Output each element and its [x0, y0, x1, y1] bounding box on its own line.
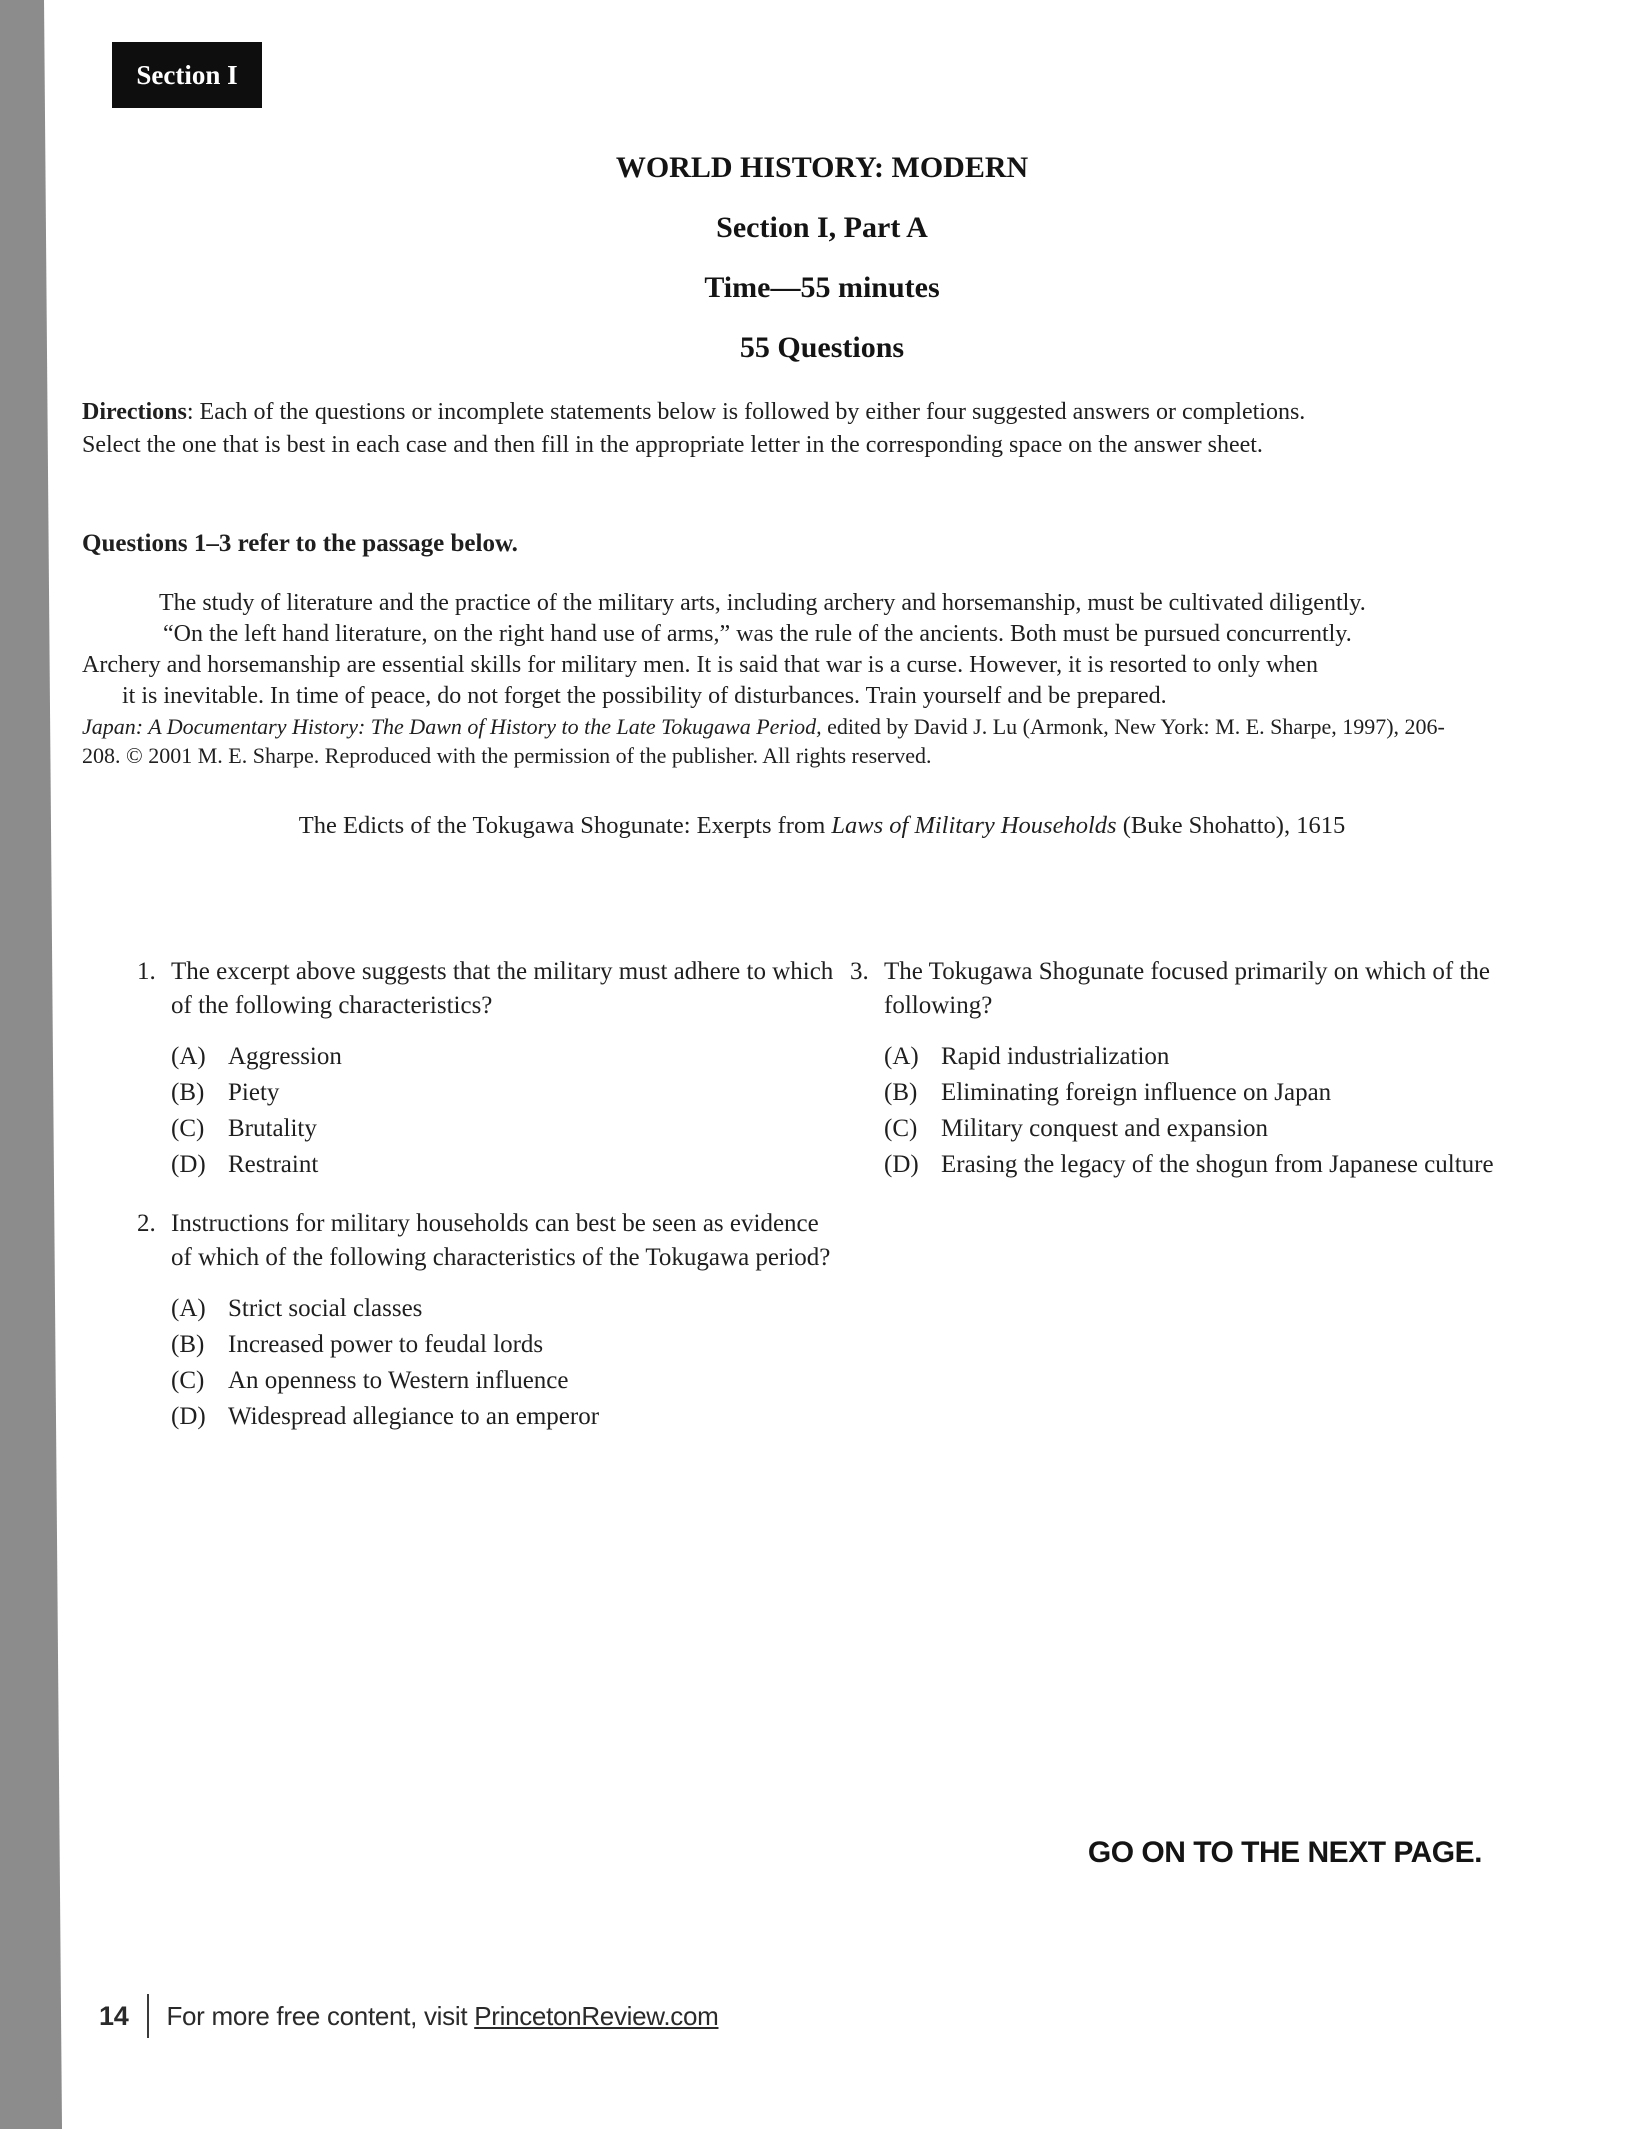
attribution-date: (Buke Shohatto), 1615: [1116, 812, 1346, 839]
section-subtitle: Section I, Part A: [716, 211, 928, 244]
option-text: Widespread allegiance to an emperor: [228, 1403, 600, 1430]
question-text: The Tokugawa Shogunate focused primarily on which of the following?: [884, 958, 1490, 1019]
passage-attribution: [82, 812, 1562, 840]
question-2: [82, 1207, 850, 1435]
question-count: 55 Questions: [739, 331, 905, 364]
answer-option-d: [171, 1399, 850, 1435]
exam-header: [82, 150, 1562, 390]
option-letter: (C): [171, 1115, 205, 1142]
option-letter: (C): [884, 1115, 918, 1142]
citation-line-2: 208. © 2001 M. E. Sharpe. Reproduced with the permission of the publisher. All rights reserved.: [82, 743, 932, 768]
option-text: Piety: [228, 1079, 280, 1106]
footer-link[interactable]: PrincetonReview.com: [474, 2000, 719, 2031]
question-1: [82, 955, 850, 1183]
footer-divider: [147, 1994, 149, 2038]
answer-option-c: [171, 1363, 850, 1399]
citation-line-1: [82, 712, 1612, 741]
answer-options: [171, 1291, 850, 1435]
option-letter: (D): [171, 1403, 206, 1430]
answer-options: [884, 1039, 1562, 1183]
answer-option-b: [171, 1075, 850, 1111]
citation-title: Japan: A Documentary History: The Dawn of History to the Late Tokugawa Period,: [82, 714, 822, 739]
passage: [82, 588, 1612, 712]
answer-option-d: [884, 1147, 1562, 1183]
option-letter: (A): [171, 1295, 206, 1322]
option-letter: (A): [171, 1043, 206, 1070]
time-limit: Time—55 minutes: [704, 271, 940, 304]
option-text: Military conquest and expansion: [941, 1115, 1269, 1142]
question-text: Instructions for military households can best be seen as evidence of which of the following characteristics of the Tokugawa period?: [171, 1210, 831, 1271]
option-letter: (D): [884, 1151, 919, 1178]
attribution-work-title: Laws of Military Households: [831, 812, 1117, 839]
question-text: The excerpt above suggests that the military must adhere to which of the following characteristics?: [171, 958, 834, 1019]
question-body: [171, 1207, 850, 1435]
question-3: [850, 955, 1562, 1183]
option-text: Increased power to feudal lords: [228, 1331, 544, 1358]
directions: [82, 396, 1562, 462]
source-citation: [82, 712, 1612, 770]
page-number: 14: [99, 2000, 129, 2031]
page-gutter-strip: [0, 0, 62, 2129]
directions-line-1: [82, 396, 1562, 429]
exam-title: WORLD HISTORY: MODERN: [615, 151, 1029, 184]
passage-line: Archery and horsemanship are essential skills for military men. It is said that war is a curse. However, it is resorted to only when: [82, 652, 1319, 678]
option-letter: (D): [171, 1151, 206, 1178]
option-text: Aggression: [228, 1043, 342, 1070]
question-number: 1.: [137, 958, 156, 985]
question-body: [884, 955, 1562, 1183]
answer-option-d: [171, 1147, 850, 1183]
option-text: Eliminating foreign influence on Japan: [941, 1079, 1332, 1106]
question-number: 3.: [850, 958, 869, 985]
attribution-text: The Edicts of the Tokugawa Shogunate: Exerpts from: [298, 812, 832, 839]
option-text: Erasing the legacy of the shogun from Japanese culture: [941, 1151, 1494, 1178]
directions-line-1-text: : Each of the questions or incomplete statements below is followed by either four suggested answers or completions.: [186, 399, 1306, 425]
directions-line-2: Select the one that is best in each case and then fill in the appropriate letter in the corresponding space on the answer sheet.: [82, 432, 1263, 458]
page-footer: [99, 1994, 718, 2038]
answer-option-a: [171, 1039, 850, 1075]
passage-heading: Questions 1–3 refer to the passage below.: [82, 530, 518, 557]
question-body: [171, 955, 850, 1183]
citation-line-1-text: edited by David J. Lu (Armonk, New York: M. E. Sharpe, 1997), 206-: [821, 714, 1445, 739]
questions-area: [82, 955, 1562, 1435]
answer-option-b: [884, 1075, 1562, 1111]
option-text: Rapid industrialization: [941, 1043, 1170, 1070]
answer-option-a: [171, 1291, 850, 1327]
option-letter: (B): [171, 1079, 205, 1106]
footer-text-prefix: For more free content, visit: [166, 2000, 475, 2031]
passage-line: “On the left hand literature, on the right hand use of arms,” was the rule of the ancients. Both must be pursued concurrently.: [163, 621, 1352, 647]
answer-option-b: [171, 1327, 850, 1363]
option-letter: (B): [171, 1331, 205, 1358]
questions-left-column: [82, 955, 850, 1435]
passage-line: The study of literature and the practice of the military arts, including archery and horsemanship, must be cultivated diligently.: [159, 590, 1366, 616]
answer-option-a: [884, 1039, 1562, 1075]
option-letter: (C): [171, 1367, 205, 1394]
answer-option-c: [171, 1111, 850, 1147]
option-letter: (A): [884, 1043, 919, 1070]
answer-option-c: [884, 1111, 1562, 1147]
section-tab-label: Section I: [136, 59, 238, 90]
answer-options: [171, 1039, 850, 1183]
option-text: Strict social classes: [228, 1295, 423, 1322]
footer-text: [166, 2001, 718, 2032]
directions-label: Directions: [82, 399, 187, 425]
question-number: 2.: [137, 1210, 156, 1237]
questions-right-column: [850, 955, 1562, 1435]
option-text: Brutality: [228, 1115, 317, 1142]
option-text: An openness to Western influence: [228, 1367, 569, 1394]
go-on-instruction: GO ON TO THE NEXT PAGE.: [1087, 1836, 1482, 1869]
option-text: Restraint: [228, 1151, 319, 1178]
passage-line: it is inevitable. In time of peace, do not forget the possibility of disturbances. Train yourself and be prepared.: [122, 683, 1167, 709]
section-tab: [112, 42, 262, 108]
option-letter: (B): [884, 1079, 918, 1106]
